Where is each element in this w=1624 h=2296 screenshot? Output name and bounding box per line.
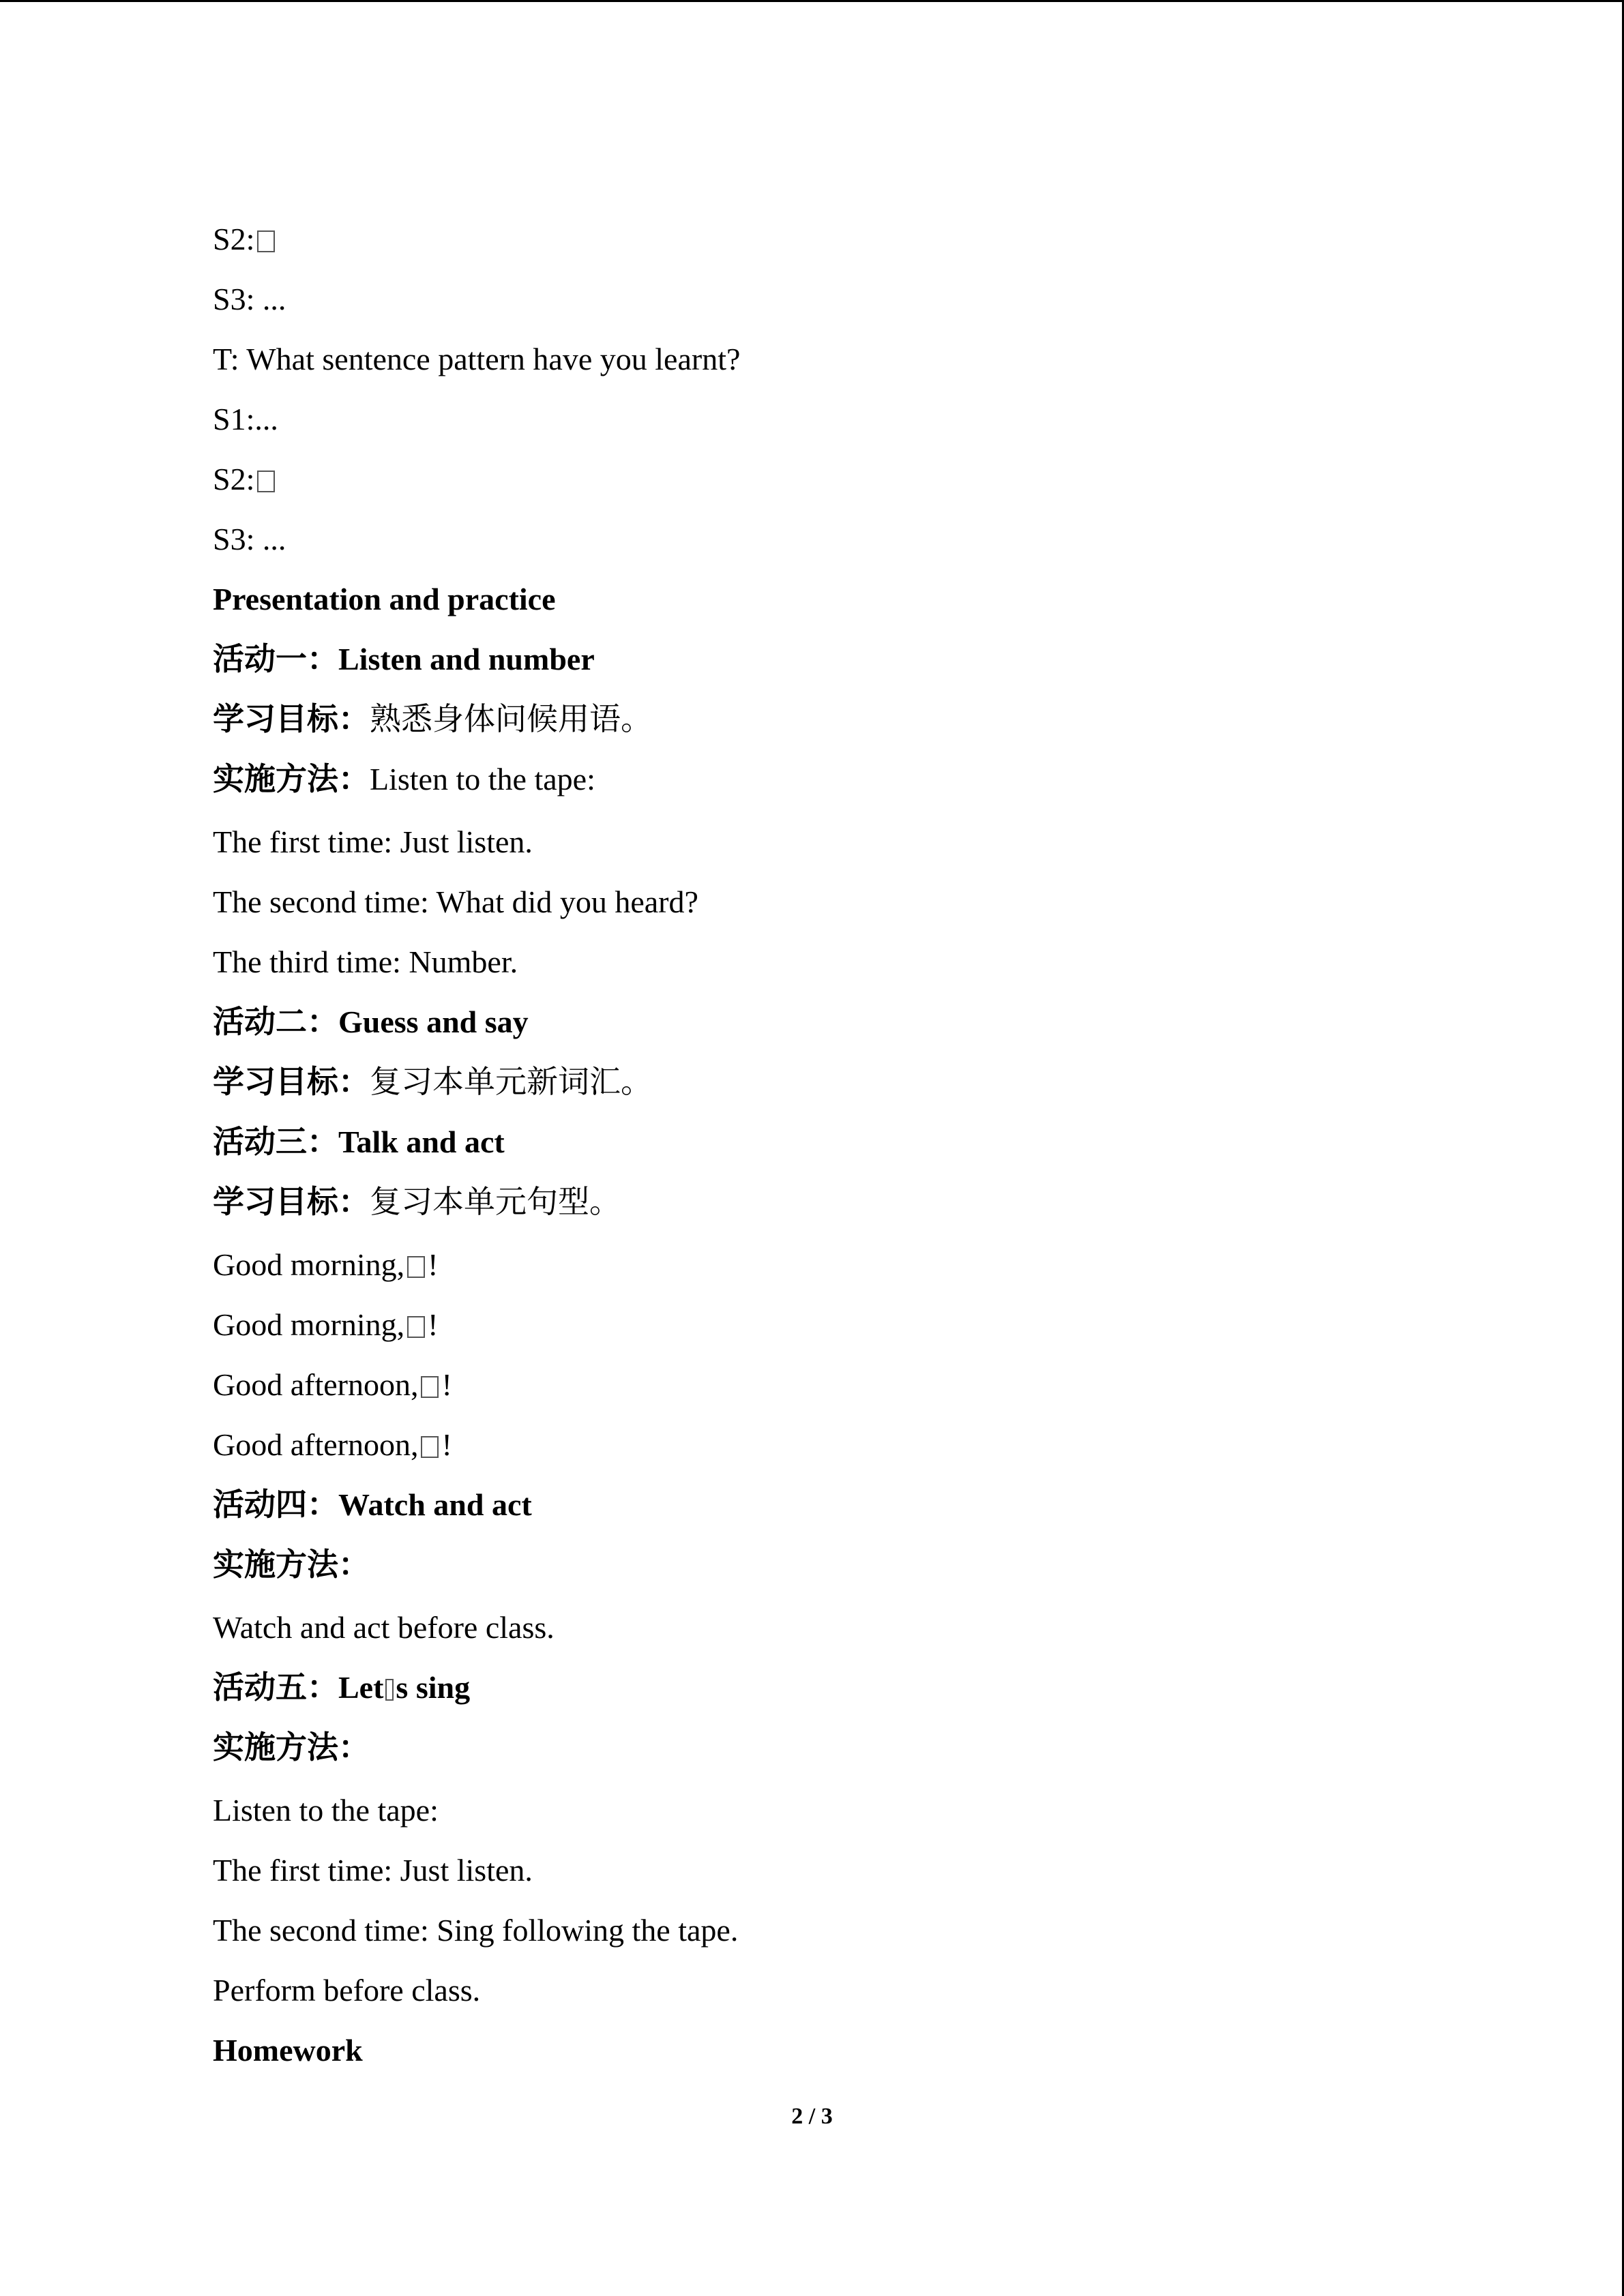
page-content	[213, 219, 1441, 2090]
activity-heading: 活动一：Listen and number	[213, 642, 595, 676]
dialog-line-s3: S3: ...	[213, 522, 286, 556]
greeting-line: Good morning, !	[213, 1307, 439, 1342]
missing-glyph-box	[407, 1316, 425, 1338]
activity-heading: 活动五：Let s sing	[213, 1670, 471, 1705]
step-line: The second time: What did you heard?	[213, 884, 698, 919]
dialog-line-s2: S2:	[213, 219, 1441, 279]
learning-goal: 学习目标：熟悉身体问候用语。	[213, 702, 652, 736]
dialog-line-s1: S1:...	[213, 402, 278, 436]
step-line: Watch and act before class.	[213, 1610, 555, 1645]
learning-goal: 学习目标：复习本单元句型。	[213, 1184, 621, 1219]
step-line: The third time: Number.	[213, 944, 518, 979]
greeting-line: Good morning, !	[213, 1247, 439, 1282]
learning-goal: 学习目标：复习本单元新词汇。	[213, 1064, 652, 1099]
dialog-line-s3: S3: ...	[213, 282, 286, 316]
step-line: The first time: Just listen.	[213, 1853, 533, 1888]
missing-glyph-box	[257, 471, 275, 492]
greeting-line: Good afternoon, !	[213, 1427, 452, 1462]
step-line: The first time: Just listen.	[213, 824, 533, 859]
step-line: Perform before class.	[213, 1973, 481, 2008]
section-heading: Presentation and practice	[213, 582, 556, 616]
missing-glyph-box	[421, 1436, 439, 1458]
page-number: 2 / 3	[791, 2104, 833, 2129]
missing-glyph-box	[421, 1376, 439, 1398]
step-line: The second time: Sing following the tape.	[213, 1913, 739, 1948]
method: 实施方法：Listen to the tape:	[213, 762, 595, 796]
method: 实施方法：	[213, 1547, 370, 1582]
method: 实施方法：	[213, 1730, 370, 1765]
activity-heading: 活动四：Watch and act	[213, 1487, 532, 1522]
missing-glyph-box	[257, 230, 275, 252]
missing-glyph-box	[385, 1679, 394, 1701]
section-heading: Homework	[213, 2033, 363, 2068]
missing-glyph-box	[407, 1256, 425, 1278]
step-line: Listen to the tape:	[213, 1793, 439, 1828]
greeting-line: Good afternoon, !	[213, 1367, 452, 1402]
activity-heading: 活动三：Talk and act	[213, 1124, 505, 1159]
teacher-question: T: What sentence pattern have you learnt?	[213, 342, 741, 376]
activity-heading: 活动二：Guess and say	[213, 1004, 529, 1039]
dialog-line-s2: S2:	[213, 459, 1441, 519]
